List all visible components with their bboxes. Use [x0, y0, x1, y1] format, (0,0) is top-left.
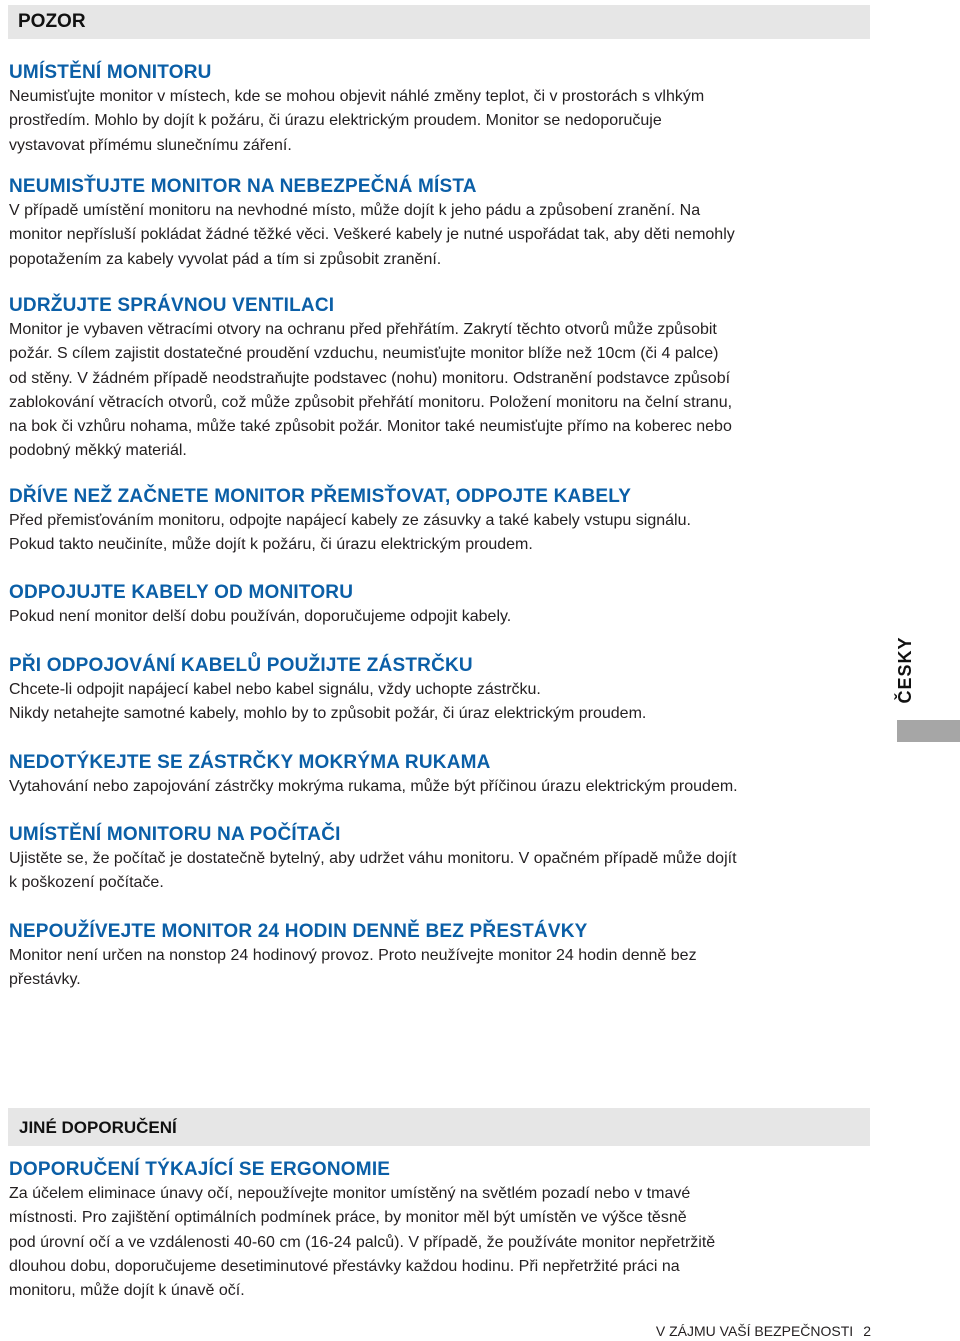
section-dangerous-places — [9, 175, 875, 272]
section-text: Před přemisťováním monitoru, odpojte napájecí kabely ze zásuvky a také kabely vstupu signálu. Pokud takto neučiníte, může dojít k požáru, či úrazu elektrickým proudem. — [9, 512, 691, 554]
section-title: NEUMISŤUJTE MONITOR NA NEBEZPEČNÁ MÍSTA — [9, 176, 477, 197]
language-tab-marker — [897, 720, 960, 742]
section-text: V případě umístění monitoru na nevhodné místo, může dojít k jeho pádu a způsobení zranění. Na monitor nepřísluší pokládat žádné těžké věci. Veškeré kabely je nutné uspořádat tak, aby děti nemohly popotažením za kabely vyvolat pád a tím si způsobit zranění. — [9, 202, 735, 268]
section-monitor-on-computer — [9, 823, 875, 896]
section-text: Ujistěte se, že počítač je dostatečně bytelný, aby udržet váhu monitoru. V opačném případě může dojít k poškození počítače. — [9, 850, 737, 892]
section-title: UMÍSTĚNÍ MONITORU — [9, 62, 212, 83]
language-tab-label: ČESKY — [895, 636, 915, 704]
section-text: Za účelem eliminace únavy očí, nepoužívejte monitor umístěný na světlém pozadí nebo v tmavé místnosti. Pro zajištění optimálních podmínek práce, by monitor měl být umístěn ve výšce těsně pod úrovní očí a ve vzdálenosti 40-60 cm (16-24 palců). V případě, že používáte monitor nepřetržitě dlouhou dobu, doporučujeme desetiminutové přestávky každou hodinu. Při nepřetržité práci na monitoru, může dojít k únavě očí. — [9, 1185, 716, 1300]
section-title: ODPOJUJTE KABELY OD MONITORU — [9, 582, 354, 603]
section-text: Chcete-li odpojit napájecí kabel nebo kabel signálu, vždy uchopte zástrčku. Nikdy netahejte samotné kabely, mohlo by to způsobit požár, či úraz elektrickým proudem. — [9, 681, 647, 723]
section-text: Monitor není určen na nonstop 24 hodinový provoz. Proto neužívejte monitor 24 hodin denně bez přestávky. — [9, 947, 697, 989]
section-text: Neumisťujte monitor v místech, kde se mohou objevit náhlé změny teplot, či v prostorách s vlhkým prostředím. Mohlo by dojít k požáru, či úrazu elektrickým proudem. Monitor se nedoporučuje vystavovat přímému slunečnímu záření. — [9, 88, 705, 154]
section-title: UDRŽUJTE SPRÁVNOU VENTILACI — [9, 295, 335, 316]
other-recommendations-header: JINÉ DOPORUČENÍ — [8, 1108, 870, 1146]
section-ergonomics — [9, 1158, 875, 1303]
section-title: NEDOTÝKEJTE SE ZÁSTRČKY MOKRÝMA RUKAMA — [9, 752, 491, 773]
section-text: Pokud není monitor delší dobu používán, doporučujeme odpojit kabely. — [9, 608, 512, 625]
section-text: Monitor je vybaven větracími otvory na ochranu před přehřátím. Zakrytí těchto otvorů může způsobit požár. S cílem zajistit dostatečné proudění vzduchu, neumisťujte monitor blíže než 10cm (či 4 palce) od stěny. V žádném případě neodstraňujte podstavec (nohu) monitoru. Odstranění podstavce způsobí zablokování větracích otvorů, což může způsobit přehřátí monitoru. Položení monitoru na čelní stranu, na bok či vzhůru nohama, může také způsobit požár. Monitor také neumisťujte přímo na koberec nebo podobný měkký materiál. — [9, 321, 733, 460]
section-use-plug — [9, 654, 875, 727]
section-title: DOPORUČENÍ TÝKAJÍCÍ SE ERGONOMIE — [9, 1159, 391, 1180]
section-text: Vytahování nebo zapojování zástrčky mokrýma rukama, může být příčinou úrazu elektrickým proudem. — [9, 778, 738, 795]
caution-header: POZOR — [8, 5, 870, 39]
section-wet-hands — [9, 751, 875, 799]
section-unplug-before-moving — [9, 485, 875, 558]
footer-text: V ZÁJMU VAŠÍ BEZPEČNOSTI — [655, 1323, 854, 1339]
section-title: PŘI ODPOJOVÁNÍ KABELŮ POUŽIJTE ZÁSTRČKU — [9, 655, 473, 676]
section-title: NEPOUŽÍVEJTE MONITOR 24 HODIN DENNĚ BEZ PŘESTÁVKY — [9, 921, 588, 942]
section-title: UMÍSTĚNÍ MONITORU NA POČÍTAČI — [9, 824, 341, 845]
page-number: 2 — [863, 1323, 871, 1339]
section-ventilation — [9, 294, 875, 464]
section-monitor-placement — [9, 61, 875, 158]
section-no-24h-use — [9, 920, 875, 993]
page-footer — [656, 1323, 871, 1339]
section-disconnect-cables — [9, 581, 875, 629]
section-title: DŘÍVE NEŽ ZAČNETE MONITOR PŘEMISŤOVAT, ODPOJTE KABELY — [9, 486, 632, 507]
